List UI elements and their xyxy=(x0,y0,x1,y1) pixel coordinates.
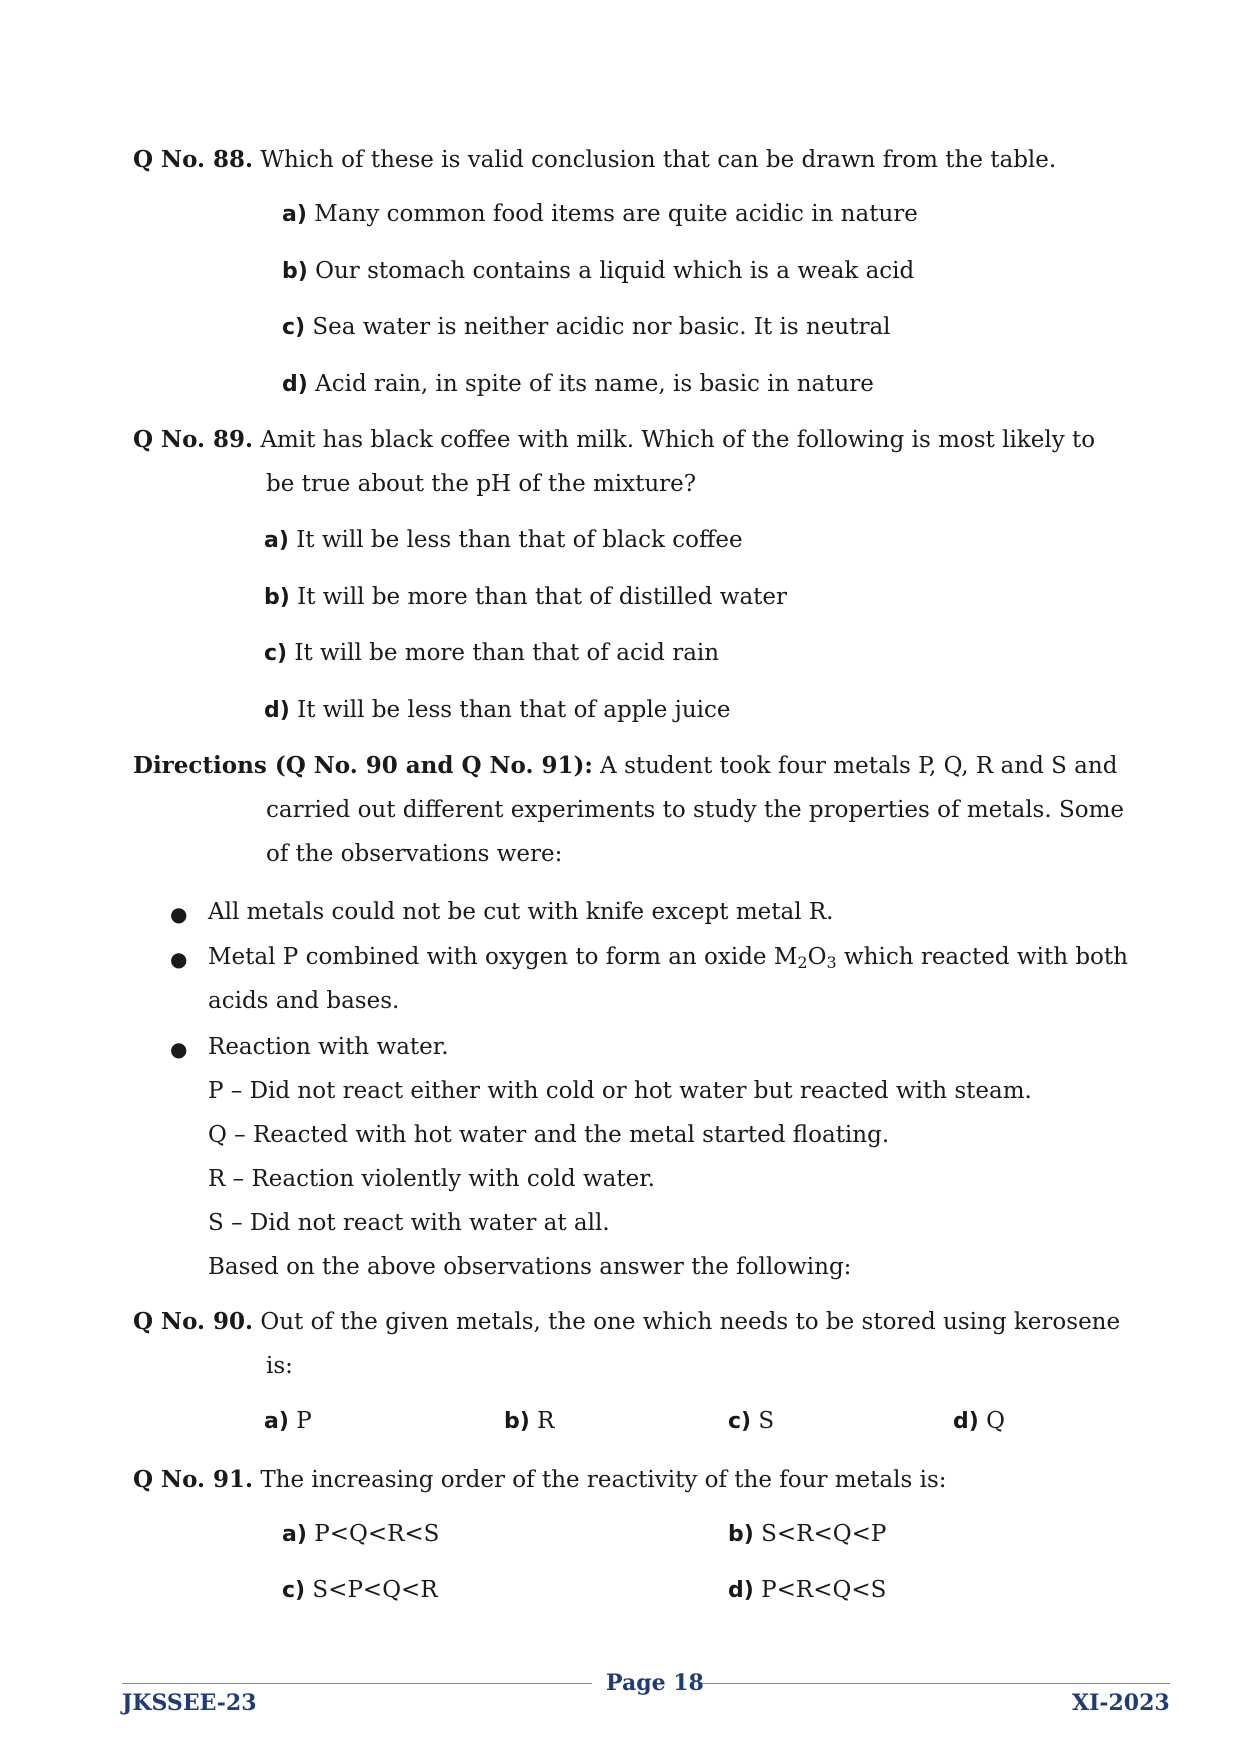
option-key: a) xyxy=(264,528,289,553)
q90-option-d[interactable] xyxy=(953,1405,1005,1438)
footer-rule-left xyxy=(122,1683,592,1684)
subscript: 3 xyxy=(826,953,837,972)
option-text: It will be more than that of distilled water xyxy=(297,584,788,610)
bullet-icon: ● xyxy=(170,947,188,971)
instruction: Based on the above observations answer the following: xyxy=(208,1254,852,1280)
reaction-q: Q – Reacted with hot water and the metal started floating. xyxy=(208,1122,890,1148)
bullet-icon: ● xyxy=(170,902,188,926)
observation-2-text: which reacted with both xyxy=(836,944,1128,970)
q88-option-b[interactable] xyxy=(282,255,914,288)
option-text: P<Q<R<S xyxy=(314,1521,440,1547)
q90-option-c[interactable] xyxy=(728,1405,774,1438)
question-text: Amit has black coffee with milk. Which of the following is most likely to xyxy=(260,427,1096,453)
q88-option-c[interactable] xyxy=(282,311,891,344)
page-number: Page 18 xyxy=(606,1670,704,1696)
option-key: d) xyxy=(728,1578,754,1603)
bullet-icon: ● xyxy=(170,1037,188,1061)
option-key: a) xyxy=(282,202,307,227)
option-text: Acid rain, in spite of its name, is basic in nature xyxy=(315,371,874,397)
option-text: P xyxy=(296,1408,312,1434)
question-91 xyxy=(133,1458,1168,1502)
directions-line-3: of the observations were: xyxy=(266,841,563,867)
question-89-continued: be true about the pH of the mixture? xyxy=(266,471,697,497)
q89-option-d[interactable] xyxy=(264,694,730,727)
directions-line-2: carried out different experiments to study the properties of metals. Some xyxy=(266,797,1124,823)
question-88 xyxy=(133,138,1168,182)
question-89 xyxy=(133,418,1168,462)
option-text: It will be more than that of acid rain xyxy=(294,640,720,666)
question-label: Q No. 89. xyxy=(133,426,254,453)
observation-2-continued: acids and bases. xyxy=(208,988,400,1014)
reaction-s: S – Did not react with water at all. xyxy=(208,1210,610,1236)
option-key: b) xyxy=(728,1522,754,1547)
option-text: Our stomach contains a liquid which is a weak acid xyxy=(315,258,915,284)
subscript: 2 xyxy=(797,953,808,972)
footer-exam-code: JKSSEE-23 xyxy=(122,1690,257,1716)
q91-option-c[interactable] xyxy=(282,1574,438,1607)
q89-option-a[interactable] xyxy=(264,524,743,557)
option-key: a) xyxy=(282,1522,307,1547)
question-text: The increasing order of the reactivity of the four metals is: xyxy=(260,1467,947,1493)
q90-option-a[interactable] xyxy=(264,1405,312,1438)
observation-3: Reaction with water. xyxy=(208,1034,449,1060)
option-text: R xyxy=(537,1408,555,1434)
option-text: P<R<Q<S xyxy=(761,1577,887,1603)
option-key: b) xyxy=(504,1409,530,1434)
question-90-continued: is: xyxy=(266,1353,293,1379)
q88-option-a[interactable] xyxy=(282,198,918,231)
q89-option-b[interactable] xyxy=(264,581,787,614)
question-text: Which of these is valid conclusion that can be drawn from the table. xyxy=(260,147,1057,173)
directions-label: Directions (Q No. 90 and Q No. 91): xyxy=(133,752,593,779)
option-key: c) xyxy=(282,315,306,340)
question-label: Q No. 88. xyxy=(133,146,254,173)
observation-2-text: Metal P combined with oxygen to form an oxide M xyxy=(208,944,798,970)
option-text: It will be less than that of apple juice xyxy=(297,697,731,723)
option-key: c) xyxy=(264,641,288,666)
option-key: c) xyxy=(728,1409,752,1434)
q89-option-c[interactable] xyxy=(264,637,719,670)
observation-1: All metals could not be cut with knife except metal R. xyxy=(208,899,834,925)
directions-text: A student took four metals P, Q, R and S and xyxy=(600,753,1118,779)
q90-option-b[interactable] xyxy=(504,1405,554,1438)
footer-class-year: XI-2023 xyxy=(1072,1690,1170,1716)
question-label: Q No. 90. xyxy=(133,1308,254,1335)
directions xyxy=(133,744,1168,788)
q88-option-d[interactable] xyxy=(282,368,874,401)
option-key: d) xyxy=(953,1409,979,1434)
question-label: Q No. 91. xyxy=(133,1466,254,1493)
option-text: Q xyxy=(986,1408,1005,1434)
q91-option-b[interactable] xyxy=(728,1518,886,1551)
option-key: b) xyxy=(282,259,308,284)
option-key: a) xyxy=(264,1409,289,1434)
option-key: d) xyxy=(264,698,290,723)
reaction-p: P – Did not react either with cold or hot water but reacted with steam. xyxy=(208,1078,1032,1104)
option-key: d) xyxy=(282,372,308,397)
footer-rule-right xyxy=(700,1683,1170,1684)
question-90 xyxy=(133,1300,1168,1344)
q91-option-d[interactable] xyxy=(728,1574,886,1607)
option-text: S<R<Q<P xyxy=(761,1521,887,1547)
option-text: S xyxy=(758,1408,775,1434)
option-text: Sea water is neither acidic nor basic. It is neutral xyxy=(312,314,891,340)
reaction-r: R – Reaction violently with cold water. xyxy=(208,1166,655,1192)
option-key: b) xyxy=(264,585,290,610)
option-text: S<P<Q<R xyxy=(312,1577,438,1603)
option-key: c) xyxy=(282,1578,306,1603)
question-text: Out of the given metals, the one which needs to be stored using kerosene xyxy=(260,1309,1121,1335)
observation-2 xyxy=(208,935,1168,979)
observation-2-text: O xyxy=(807,944,827,970)
option-text: Many common food items are quite acidic in nature xyxy=(314,201,918,227)
q91-option-a[interactable] xyxy=(282,1518,439,1551)
option-text: It will be less than that of black coffee xyxy=(296,527,743,553)
